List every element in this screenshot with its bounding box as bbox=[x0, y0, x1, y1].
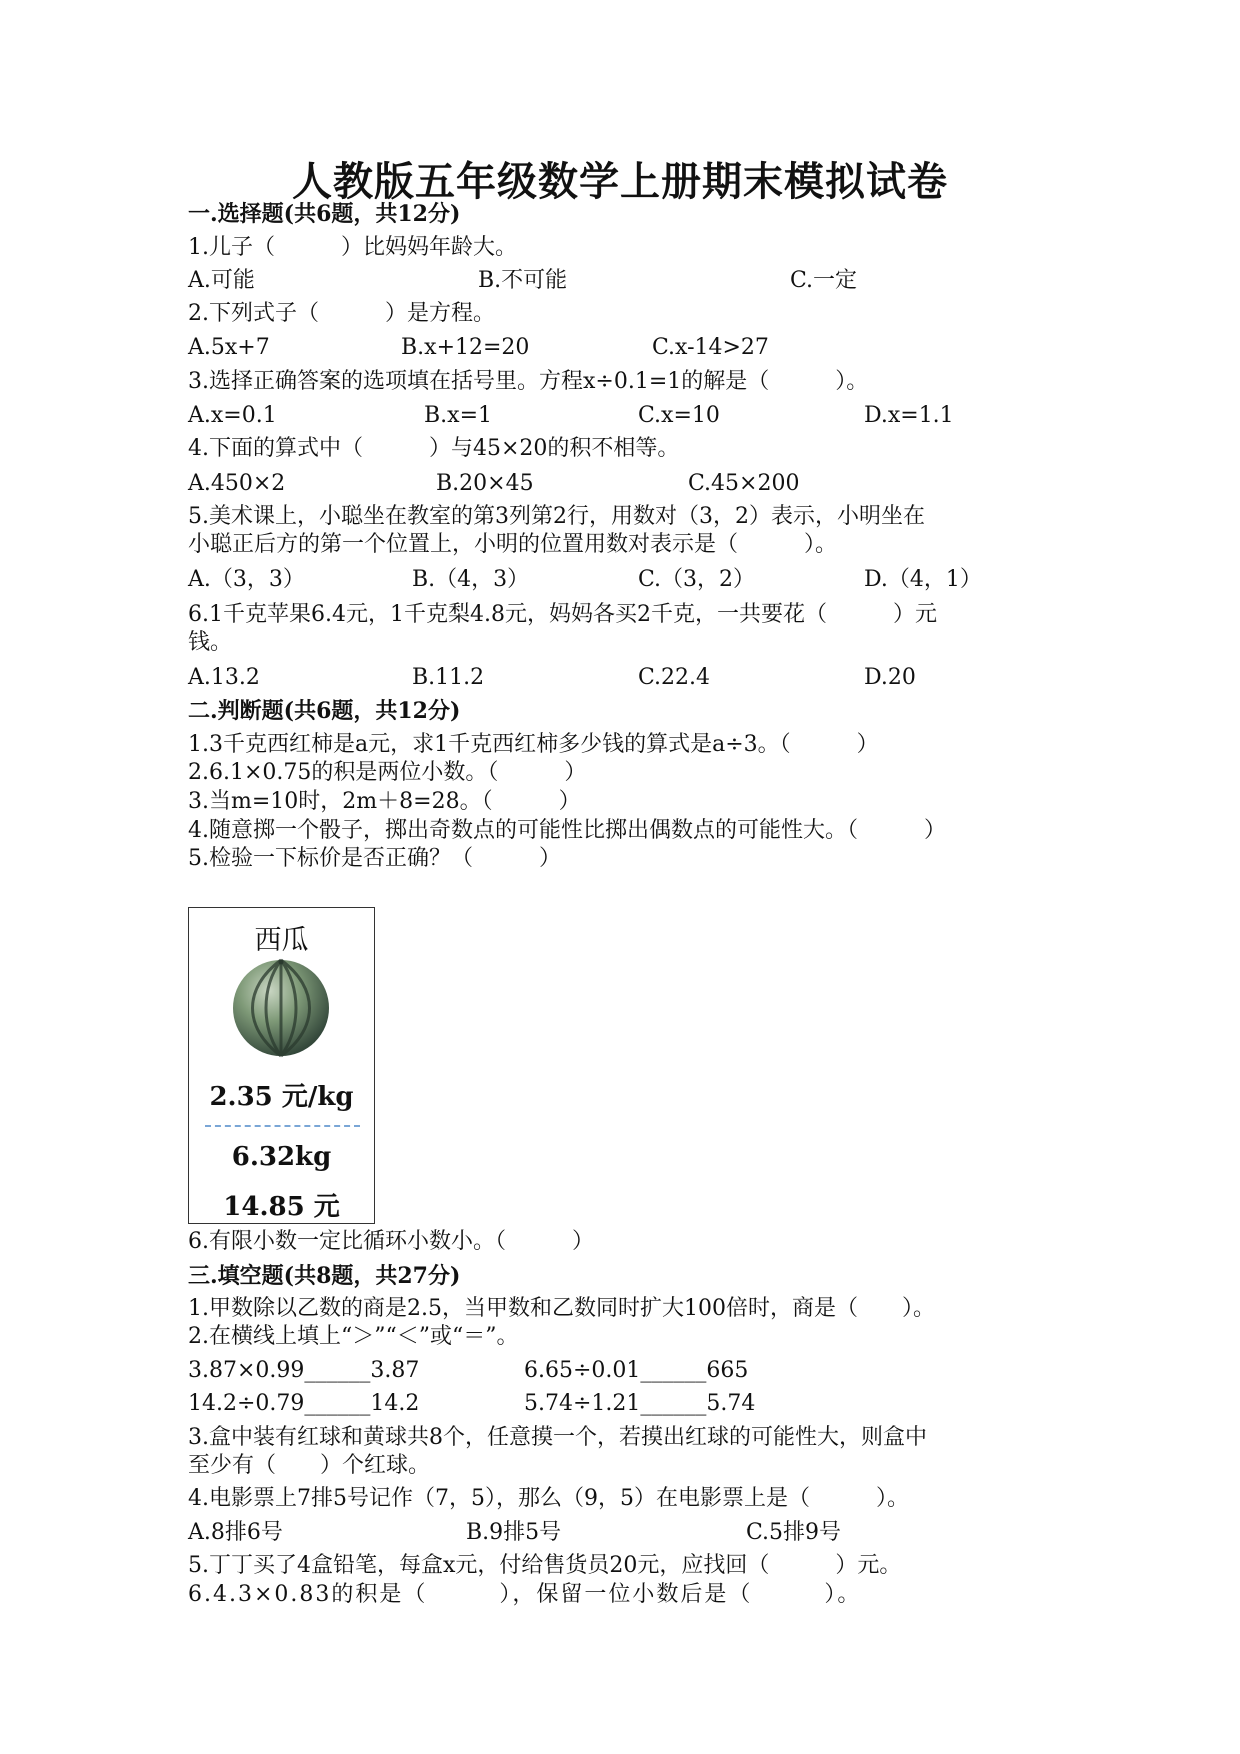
compare-item: 6.65÷0.01______665 bbox=[524, 1358, 749, 1383]
choice-question-6-line2: 钱。 bbox=[188, 630, 233, 655]
choice-options-5 bbox=[188, 566, 1088, 594]
choice-question-1: 1.儿子（ ）比妈妈年龄大。 bbox=[188, 235, 517, 260]
section-heading-judge: 二.判断题(共6题，共12分) bbox=[188, 698, 461, 724]
choice-question-3: 3.选择正确答案的选项填在括号里。方程x÷0.1=1的解是（ ）。 bbox=[188, 369, 869, 394]
judge-question-2: 2.6.1×0.75的积是两位小数。（ ） bbox=[188, 760, 587, 785]
option-d: D.（4，1） bbox=[864, 567, 982, 592]
choice-options-1 bbox=[188, 267, 1088, 295]
choice-options-6 bbox=[188, 664, 1088, 692]
fill-question-3-line2: 至少有（ ）个红球。 bbox=[188, 1453, 431, 1478]
dashed-divider bbox=[205, 1125, 360, 1127]
choice-question-6-line1: 6.1千克苹果6.4元，1千克梨4.8元，妈妈各买2千克，一共要花（ ）元 bbox=[188, 602, 937, 627]
judge-question-1: 1.3千克西红柿是a元，求1千克西红柿多少钱的算式是a÷3。（ ） bbox=[188, 732, 879, 757]
section-heading-choice: 一.选择题(共6题，共12分) bbox=[188, 201, 461, 227]
choice-question-2: 2.下列式子（ ）是方程。 bbox=[188, 301, 495, 326]
choice-question-5-line1: 5.美术课上，小聪坐在教室的第3列第2行，用数对（3，2）表示，小明坐在 bbox=[188, 504, 925, 529]
judge-question-5: 5.检验一下标价是否正确？（ ） bbox=[188, 846, 561, 871]
section-heading-fill: 三.填空题(共8题，共27分) bbox=[188, 1263, 461, 1289]
option-d: D.x=1.1 bbox=[864, 403, 954, 428]
option-d: D.20 bbox=[864, 665, 916, 690]
option-c: C.x=10 bbox=[638, 403, 720, 428]
fill-question-1: 1.甲数除以乙数的商是2.5，当甲数和乙数同时扩大100倍时，商是（ ）。 bbox=[188, 1296, 935, 1321]
option-c: C.（3，2） bbox=[638, 567, 756, 592]
fill-question-2: 2.在横线上填上“＞”“＜”或“＝”。 bbox=[188, 1324, 519, 1349]
total-price: 14.85 元 bbox=[223, 1192, 340, 1222]
fill-question-2-row2 bbox=[188, 1390, 1088, 1418]
compare-item: 14.2÷0.79______14.2 bbox=[188, 1391, 420, 1416]
option-c: C.5排9号 bbox=[746, 1520, 842, 1545]
option-a: A.可能 bbox=[188, 268, 255, 293]
option-a: A.13.2 bbox=[188, 665, 260, 690]
choice-question-4: 4.下面的算式中（ ）与45×20的积不相等。 bbox=[188, 436, 680, 461]
option-a: A.x=0.1 bbox=[188, 403, 277, 428]
option-b: B.11.2 bbox=[412, 665, 485, 690]
option-b: B.20×45 bbox=[436, 471, 534, 496]
choice-options-4 bbox=[188, 470, 1088, 498]
choice-options-3 bbox=[188, 402, 1088, 430]
unit-price: 2.35 元/kg bbox=[209, 1082, 354, 1112]
choice-question-5-line2: 小聪正后方的第一个位置上，小明的位置用数对表示是（ ）。 bbox=[188, 532, 838, 557]
page-title: 人教版五年级数学上册期末模拟试卷 bbox=[292, 158, 948, 205]
option-b: B.x+12=20 bbox=[401, 335, 530, 360]
compare-item: 5.74÷1.21______5.74 bbox=[524, 1391, 756, 1416]
watermelon-icon bbox=[231, 958, 331, 1058]
fill-question-3-line1: 3.盒中装有红球和黄球共8个，任意摸一个，若摸出红球的可能性大，则盒中 bbox=[188, 1425, 927, 1450]
option-a: A.（3，3） bbox=[188, 567, 305, 592]
compare-item: 3.87×0.99______3.87 bbox=[188, 1358, 420, 1383]
option-c: C.一定 bbox=[790, 268, 858, 293]
judge-question-6: 6.有限小数一定比循环小数小。（ ） bbox=[188, 1229, 594, 1254]
fill-options-4 bbox=[188, 1519, 1088, 1547]
fill-question-6: 6.4.3×0.83的积是（ ），保留一位小数后是（ ）。 bbox=[188, 1582, 862, 1607]
option-c: C.x-14>27 bbox=[652, 335, 769, 360]
price-tag-title: 西瓜 bbox=[254, 925, 309, 956]
option-b: B.x=1 bbox=[424, 403, 492, 428]
option-c: C.22.4 bbox=[638, 665, 711, 690]
option-b: B.不可能 bbox=[478, 268, 568, 293]
option-b: B.9排5号 bbox=[466, 1520, 562, 1545]
judge-question-3: 3.当m=10时，2m＋8=28。（ ） bbox=[188, 789, 581, 814]
watermelon-price-tag bbox=[188, 907, 375, 1224]
judge-question-4: 4.随意掷一个骰子，掷出奇数点的可能性比掷出偶数点的可能性大。（ ） bbox=[188, 818, 946, 843]
option-a: A.8排6号 bbox=[188, 1520, 283, 1545]
fill-question-5: 5.丁丁买了4盒铅笔，每盒x元，付给售货员20元，应找回（ ）元。 bbox=[188, 1553, 902, 1578]
option-c: C.45×200 bbox=[688, 471, 800, 496]
fill-question-4: 4.电影票上7排5号记作（7，5），那么（9，5）在电影票上是（ ）。 bbox=[188, 1486, 909, 1511]
option-b: B.（4，3） bbox=[412, 567, 530, 592]
fill-question-2-row1 bbox=[188, 1357, 1088, 1385]
option-a: A.450×2 bbox=[188, 471, 286, 496]
choice-options-2 bbox=[188, 334, 1088, 362]
weight-value: 6.32kg bbox=[231, 1142, 332, 1172]
option-a: A.5x+7 bbox=[188, 335, 270, 360]
